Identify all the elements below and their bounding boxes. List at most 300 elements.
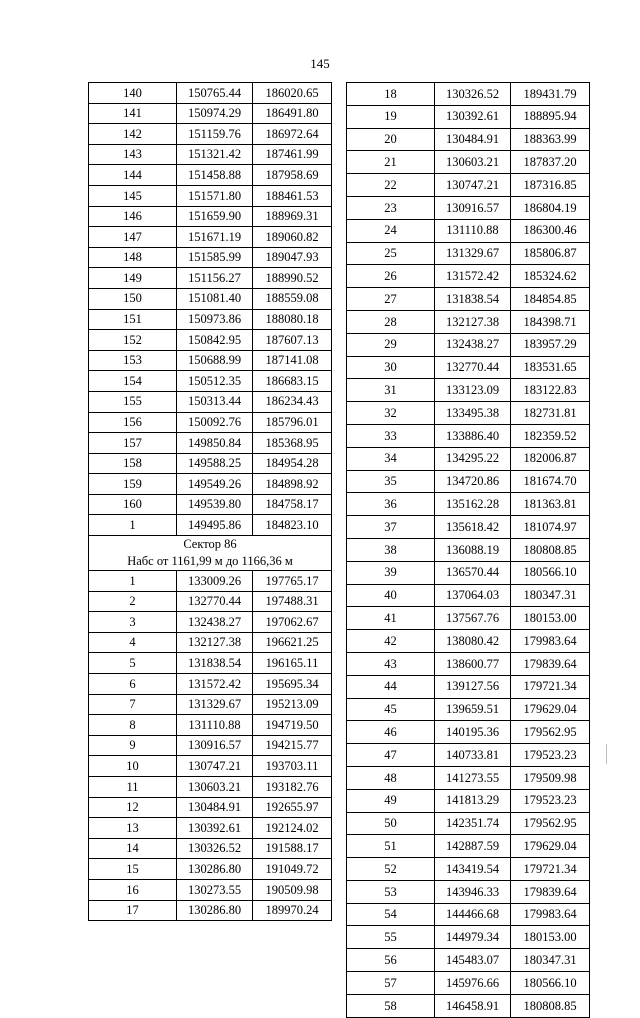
coordinates-table-left [88, 82, 332, 921]
x-coordinate-cell: 130747.21 [435, 174, 511, 197]
y-coordinate-cell: 181363.81 [511, 493, 590, 516]
y-coordinate-cell: 186491.80 [253, 103, 332, 124]
y-coordinate-cell: 186234.43 [253, 391, 332, 412]
point-number-cell: 143 [89, 144, 177, 165]
point-number-cell: 50 [347, 812, 435, 835]
point-number-cell: 142 [89, 124, 177, 145]
x-coordinate-cell: 130484.91 [177, 797, 253, 818]
x-coordinate-cell: 132438.27 [435, 333, 511, 356]
table-row [347, 516, 590, 539]
point-number-cell: 12 [89, 797, 177, 818]
y-coordinate-cell: 196165.11 [253, 653, 332, 674]
table-row [347, 493, 590, 516]
y-coordinate-cell: 189060.82 [253, 227, 332, 248]
y-coordinate-cell: 179629.04 [511, 835, 590, 858]
x-coordinate-cell: 137567.76 [435, 607, 511, 630]
y-coordinate-cell: 184854.85 [511, 288, 590, 311]
y-coordinate-cell: 188461.53 [253, 185, 332, 206]
y-coordinate-cell: 184398.71 [511, 310, 590, 333]
y-coordinate-cell: 179983.64 [511, 630, 590, 653]
y-coordinate-cell: 185806.87 [511, 242, 590, 265]
x-coordinate-cell: 150842.95 [177, 330, 253, 351]
point-number-cell: 8 [89, 715, 177, 736]
point-number-cell: 17 [89, 900, 177, 921]
table-row [347, 926, 590, 949]
x-coordinate-cell: 139127.56 [435, 675, 511, 698]
x-coordinate-cell: 130916.57 [435, 196, 511, 219]
point-number-cell: 47 [347, 744, 435, 767]
table-row [89, 247, 332, 268]
point-number-cell: 43 [347, 652, 435, 675]
y-coordinate-cell: 182006.87 [511, 447, 590, 470]
y-coordinate-cell: 179562.95 [511, 812, 590, 835]
x-coordinate-cell: 151671.19 [177, 227, 253, 248]
table-row [347, 903, 590, 926]
point-number-cell: 55 [347, 926, 435, 949]
table-row [347, 744, 590, 767]
y-coordinate-cell: 187607.13 [253, 330, 332, 351]
y-coordinate-cell: 179839.64 [511, 880, 590, 903]
point-number-cell: 40 [347, 584, 435, 607]
x-coordinate-cell: 150974.29 [177, 103, 253, 124]
x-coordinate-cell: 130916.57 [177, 735, 253, 756]
x-coordinate-cell: 130286.80 [177, 900, 253, 921]
x-coordinate-cell: 145483.07 [435, 949, 511, 972]
x-coordinate-cell: 151081.40 [177, 288, 253, 309]
table-row [347, 721, 590, 744]
point-number-cell: 32 [347, 402, 435, 425]
y-coordinate-cell: 179523.23 [511, 789, 590, 812]
point-number-cell: 44 [347, 675, 435, 698]
point-number-cell: 15 [89, 859, 177, 880]
point-number-cell: 145 [89, 185, 177, 206]
y-coordinate-cell: 189970.24 [253, 900, 332, 921]
sector-subtitle: Набс от 1161,99 м до 1166,36 м [89, 553, 332, 571]
point-number-cell: 33 [347, 424, 435, 447]
y-coordinate-cell: 180153.00 [511, 607, 590, 630]
x-coordinate-cell: 136570.44 [435, 561, 511, 584]
x-coordinate-cell: 150092.76 [177, 412, 253, 433]
left-table-rows-top [89, 83, 332, 536]
table-row [89, 674, 332, 695]
point-number-cell: 13 [89, 818, 177, 839]
table-row [347, 265, 590, 288]
x-coordinate-cell: 130273.55 [177, 879, 253, 900]
table-row [347, 128, 590, 151]
table-row [347, 379, 590, 402]
x-coordinate-cell: 143419.54 [435, 858, 511, 881]
y-coordinate-cell: 197488.31 [253, 591, 332, 612]
table-row [89, 797, 332, 818]
table-row [89, 777, 332, 798]
table-row [347, 652, 590, 675]
y-coordinate-cell: 179721.34 [511, 675, 590, 698]
y-coordinate-cell: 188080.18 [253, 309, 332, 330]
point-number-cell: 53 [347, 880, 435, 903]
x-coordinate-cell: 130286.80 [177, 859, 253, 880]
table-row [89, 103, 332, 124]
x-coordinate-cell: 142351.74 [435, 812, 511, 835]
y-coordinate-cell: 188969.31 [253, 206, 332, 227]
x-coordinate-cell: 131110.88 [177, 715, 253, 736]
point-number-cell: 14 [89, 838, 177, 859]
table-row [89, 227, 332, 248]
x-coordinate-cell: 135618.42 [435, 516, 511, 539]
table-row [347, 789, 590, 812]
x-coordinate-cell: 144466.68 [435, 903, 511, 926]
point-number-cell: 24 [347, 219, 435, 242]
table-row [347, 447, 590, 470]
table-row [89, 433, 332, 454]
y-coordinate-cell: 180566.10 [511, 972, 590, 995]
table-row [89, 694, 332, 715]
y-coordinate-cell: 185324.62 [511, 265, 590, 288]
x-coordinate-cell: 151159.76 [177, 124, 253, 145]
y-coordinate-cell: 194719.50 [253, 715, 332, 736]
x-coordinate-cell: 132438.27 [177, 612, 253, 633]
x-coordinate-cell: 133009.26 [177, 571, 253, 592]
x-coordinate-cell: 151321.42 [177, 144, 253, 165]
point-number-cell: 34 [347, 447, 435, 470]
point-number-cell: 4 [89, 632, 177, 653]
point-number-cell: 25 [347, 242, 435, 265]
y-coordinate-cell: 190509.98 [253, 879, 332, 900]
table-row [347, 584, 590, 607]
point-number-cell: 28 [347, 310, 435, 333]
table-row [89, 735, 332, 756]
y-coordinate-cell: 185796.01 [253, 412, 332, 433]
table-row [89, 591, 332, 612]
y-coordinate-cell: 188363.99 [511, 128, 590, 151]
table-row [347, 402, 590, 425]
table-row [89, 515, 332, 536]
point-number-cell: 18 [347, 83, 435, 106]
y-coordinate-cell: 183957.29 [511, 333, 590, 356]
point-number-cell: 153 [89, 350, 177, 371]
point-number-cell: 38 [347, 538, 435, 561]
x-coordinate-cell: 149495.86 [177, 515, 253, 536]
x-coordinate-cell: 151156.27 [177, 268, 253, 289]
y-coordinate-cell: 195695.34 [253, 674, 332, 695]
y-coordinate-cell: 191049.72 [253, 859, 332, 880]
x-coordinate-cell: 131572.42 [435, 265, 511, 288]
table-row [347, 949, 590, 972]
table-row [347, 630, 590, 653]
y-coordinate-cell: 182359.52 [511, 424, 590, 447]
point-number-cell: 48 [347, 766, 435, 789]
y-coordinate-cell: 196621.25 [253, 632, 332, 653]
y-coordinate-cell: 180153.00 [511, 926, 590, 949]
x-coordinate-cell: 130747.21 [177, 756, 253, 777]
y-coordinate-cell: 181074.97 [511, 516, 590, 539]
y-coordinate-cell: 193182.76 [253, 777, 332, 798]
table-row [347, 880, 590, 903]
x-coordinate-cell: 134720.86 [435, 470, 511, 493]
table-row [347, 561, 590, 584]
x-coordinate-cell: 150313.44 [177, 391, 253, 412]
point-number-cell: 37 [347, 516, 435, 539]
point-number-cell: 20 [347, 128, 435, 151]
x-coordinate-cell: 136088.19 [435, 538, 511, 561]
table-row [89, 371, 332, 392]
table-row [347, 607, 590, 630]
point-number-cell: 157 [89, 433, 177, 454]
x-coordinate-cell: 131329.67 [435, 242, 511, 265]
point-number-cell: 54 [347, 903, 435, 926]
y-coordinate-cell: 187461.99 [253, 144, 332, 165]
table-row [347, 698, 590, 721]
y-coordinate-cell: 197062.67 [253, 612, 332, 633]
x-coordinate-cell: 130392.61 [435, 105, 511, 128]
x-coordinate-cell: 151659.90 [177, 206, 253, 227]
table-row [89, 494, 332, 515]
point-number-cell: 57 [347, 972, 435, 995]
table-row [89, 859, 332, 880]
x-coordinate-cell: 151585.99 [177, 247, 253, 268]
table-row [89, 474, 332, 495]
table-row [347, 858, 590, 881]
point-number-cell: 154 [89, 371, 177, 392]
y-coordinate-cell: 191588.17 [253, 838, 332, 859]
y-coordinate-cell: 197765.17 [253, 571, 332, 592]
x-coordinate-cell: 149850.84 [177, 433, 253, 454]
point-number-cell: 36 [347, 493, 435, 516]
point-number-cell: 3 [89, 612, 177, 633]
y-coordinate-cell: 179629.04 [511, 698, 590, 721]
right-table-rows [347, 83, 590, 1018]
y-coordinate-cell: 179523.23 [511, 744, 590, 767]
point-number-cell: 144 [89, 165, 177, 186]
point-number-cell: 1 [89, 515, 177, 536]
x-coordinate-cell: 151571.80 [177, 185, 253, 206]
y-coordinate-cell: 179562.95 [511, 721, 590, 744]
x-coordinate-cell: 150973.86 [177, 309, 253, 330]
point-number-cell: 156 [89, 412, 177, 433]
table-row [347, 994, 590, 1017]
table-row [347, 242, 590, 265]
y-coordinate-cell: 186804.19 [511, 196, 590, 219]
point-number-cell: 21 [347, 151, 435, 174]
table-row [347, 812, 590, 835]
table-row [347, 470, 590, 493]
point-number-cell: 2 [89, 591, 177, 612]
x-coordinate-cell: 138080.42 [435, 630, 511, 653]
table-row [89, 206, 332, 227]
point-number-cell: 27 [347, 288, 435, 311]
table-row [347, 288, 590, 311]
y-coordinate-cell: 180566.10 [511, 561, 590, 584]
point-number-cell: 41 [347, 607, 435, 630]
x-coordinate-cell: 149549.26 [177, 474, 253, 495]
table-row [89, 412, 332, 433]
y-coordinate-cell: 188895.94 [511, 105, 590, 128]
y-coordinate-cell: 187958.69 [253, 165, 332, 186]
table-row [347, 105, 590, 128]
x-coordinate-cell: 150512.35 [177, 371, 253, 392]
point-number-cell: 29 [347, 333, 435, 356]
point-number-cell: 7 [89, 694, 177, 715]
y-coordinate-cell: 181674.70 [511, 470, 590, 493]
table-row [347, 310, 590, 333]
table-row [89, 330, 332, 351]
x-coordinate-cell: 142887.59 [435, 835, 511, 858]
table-row [89, 144, 332, 165]
point-number-cell: 49 [347, 789, 435, 812]
point-number-cell: 58 [347, 994, 435, 1017]
y-coordinate-cell: 180347.31 [511, 949, 590, 972]
y-coordinate-cell: 184758.17 [253, 494, 332, 515]
point-number-cell: 159 [89, 474, 177, 495]
page-number: 145 [310, 56, 330, 71]
x-coordinate-cell: 146458.91 [435, 994, 511, 1017]
table-row [347, 675, 590, 698]
y-coordinate-cell: 188559.08 [253, 288, 332, 309]
point-number-cell: 39 [347, 561, 435, 584]
table-row [347, 972, 590, 995]
point-number-cell: 151 [89, 309, 177, 330]
point-number-cell: 31 [347, 379, 435, 402]
x-coordinate-cell: 134295.22 [435, 447, 511, 470]
table-row [89, 818, 332, 839]
x-coordinate-cell: 132127.38 [435, 310, 511, 333]
x-coordinate-cell: 132127.38 [177, 632, 253, 653]
x-coordinate-cell: 130603.21 [177, 777, 253, 798]
y-coordinate-cell: 179839.64 [511, 652, 590, 675]
y-coordinate-cell: 182731.81 [511, 402, 590, 425]
x-coordinate-cell: 130603.21 [435, 151, 511, 174]
point-number-cell: 30 [347, 356, 435, 379]
y-coordinate-cell: 179721.34 [511, 858, 590, 881]
y-coordinate-cell: 180808.85 [511, 994, 590, 1017]
y-coordinate-cell: 189047.93 [253, 247, 332, 268]
x-coordinate-cell: 131572.42 [177, 674, 253, 695]
y-coordinate-cell: 186972.64 [253, 124, 332, 145]
table-row [89, 715, 332, 736]
table-row [347, 196, 590, 219]
table-row [89, 165, 332, 186]
x-coordinate-cell: 149588.25 [177, 453, 253, 474]
point-number-cell: 23 [347, 196, 435, 219]
margin-mark [606, 744, 607, 764]
y-coordinate-cell: 185368.95 [253, 433, 332, 454]
x-coordinate-cell: 130484.91 [435, 128, 511, 151]
table-row [89, 612, 332, 633]
point-number-cell: 1 [89, 571, 177, 592]
point-number-cell: 52 [347, 858, 435, 881]
x-coordinate-cell: 145976.66 [435, 972, 511, 995]
table-row [89, 309, 332, 330]
point-number-cell: 19 [347, 105, 435, 128]
y-coordinate-cell: 192655.97 [253, 797, 332, 818]
sector-subtitle-row [89, 553, 332, 571]
y-coordinate-cell: 186683.15 [253, 371, 332, 392]
x-coordinate-cell: 131329.67 [177, 694, 253, 715]
point-number-cell: 11 [89, 777, 177, 798]
y-coordinate-cell: 187837.20 [511, 151, 590, 174]
table-row [347, 356, 590, 379]
y-coordinate-cell: 180347.31 [511, 584, 590, 607]
table-row [89, 391, 332, 412]
x-coordinate-cell: 130392.61 [177, 818, 253, 839]
x-coordinate-cell: 140733.81 [435, 744, 511, 767]
table-row [89, 571, 332, 592]
table-row [89, 653, 332, 674]
point-number-cell: 146 [89, 206, 177, 227]
x-coordinate-cell: 133495.38 [435, 402, 511, 425]
sector-title-row [89, 536, 332, 554]
point-number-cell: 51 [347, 835, 435, 858]
x-coordinate-cell: 144979.34 [435, 926, 511, 949]
y-coordinate-cell: 188990.52 [253, 268, 332, 289]
x-coordinate-cell: 135162.28 [435, 493, 511, 516]
table-row [347, 151, 590, 174]
x-coordinate-cell: 138600.77 [435, 652, 511, 675]
x-coordinate-cell: 131838.54 [435, 288, 511, 311]
sector-title: Сектор 86 [89, 536, 332, 554]
x-coordinate-cell: 141813.29 [435, 789, 511, 812]
coordinates-table-right [346, 82, 590, 1018]
table-row [89, 268, 332, 289]
point-number-cell: 148 [89, 247, 177, 268]
x-coordinate-cell: 133123.09 [435, 379, 511, 402]
y-coordinate-cell: 187316.85 [511, 174, 590, 197]
table-row [347, 424, 590, 447]
y-coordinate-cell: 195213.09 [253, 694, 332, 715]
x-coordinate-cell: 130326.52 [177, 838, 253, 859]
x-coordinate-cell: 137064.03 [435, 584, 511, 607]
point-number-cell: 10 [89, 756, 177, 777]
table-row [89, 350, 332, 371]
y-coordinate-cell: 192124.02 [253, 818, 332, 839]
x-coordinate-cell: 141273.55 [435, 766, 511, 789]
y-coordinate-cell: 184954.28 [253, 453, 332, 474]
y-coordinate-cell: 186020.65 [253, 83, 332, 104]
point-number-cell: 22 [347, 174, 435, 197]
point-number-cell: 155 [89, 391, 177, 412]
table-row [89, 124, 332, 145]
table-row [347, 835, 590, 858]
table-row [89, 453, 332, 474]
y-coordinate-cell: 179983.64 [511, 903, 590, 926]
point-number-cell: 160 [89, 494, 177, 515]
y-coordinate-cell: 189431.79 [511, 83, 590, 106]
table-row [89, 838, 332, 859]
x-coordinate-cell: 132770.44 [177, 591, 253, 612]
y-coordinate-cell: 187141.08 [253, 350, 332, 371]
point-number-cell: 46 [347, 721, 435, 744]
table-row [89, 83, 332, 104]
point-number-cell: 5 [89, 653, 177, 674]
point-number-cell: 26 [347, 265, 435, 288]
sector-header [89, 536, 332, 571]
table-row [347, 538, 590, 561]
point-number-cell: 140 [89, 83, 177, 104]
point-number-cell: 45 [347, 698, 435, 721]
x-coordinate-cell: 130326.52 [435, 83, 511, 106]
y-coordinate-cell: 184898.92 [253, 474, 332, 495]
point-number-cell: 6 [89, 674, 177, 695]
x-coordinate-cell: 149539.80 [177, 494, 253, 515]
x-coordinate-cell: 150688.99 [177, 350, 253, 371]
point-number-cell: 150 [89, 288, 177, 309]
x-coordinate-cell: 131838.54 [177, 653, 253, 674]
y-coordinate-cell: 186300.46 [511, 219, 590, 242]
point-number-cell: 147 [89, 227, 177, 248]
point-number-cell: 152 [89, 330, 177, 351]
x-coordinate-cell: 139659.51 [435, 698, 511, 721]
table-row [89, 288, 332, 309]
table-row [347, 219, 590, 242]
